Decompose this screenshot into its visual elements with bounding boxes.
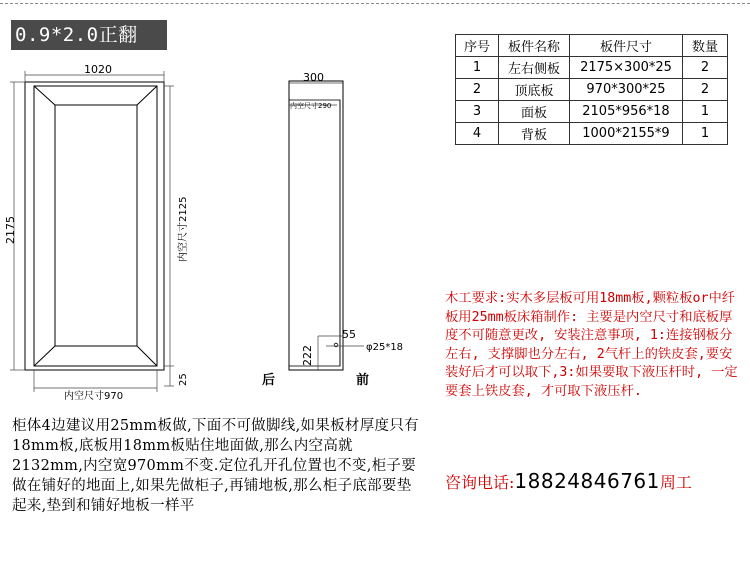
table-cell: 2 bbox=[456, 79, 499, 101]
table-cell: 970*300*25 bbox=[570, 79, 683, 101]
side-dimensions bbox=[289, 83, 364, 370]
table-header: 数量 bbox=[683, 35, 728, 57]
side-inner-frame bbox=[289, 100, 340, 366]
side-width-label: 300 bbox=[303, 71, 324, 84]
hole-offset-label: 55 bbox=[342, 328, 356, 341]
table-cell: 1 bbox=[683, 123, 728, 145]
table-cell: 3 bbox=[456, 101, 499, 123]
back-label: 后 bbox=[262, 373, 276, 388]
inner-depth-label: 内空尺寸290 bbox=[290, 102, 332, 110]
contact-name: 周工 bbox=[659, 473, 692, 492]
bevel-line bbox=[34, 346, 55, 366]
contact-line bbox=[445, 469, 745, 493]
carpenter-requirements: 木工要求:实木多层板可用18mm板,颗粒板or中纤板用25mm板床箱制作: 主要是内空尺寸和底板厚度不可随意更改, 安装注意事项, 1:连接钢板分左右, 支撑脚也分左右, 2气杆上的铁皮套,要安装好后才可以取下,3:如果要取下液压杆时, 一定要套上铁皮套, 才可取下液压杆. bbox=[445, 291, 738, 399]
table-cell: 1 bbox=[683, 101, 728, 123]
bevel-line bbox=[137, 346, 157, 366]
front-view bbox=[25, 82, 164, 370]
hole-height-label: 222 bbox=[301, 345, 314, 366]
inner-width-label: 内空尺寸970 bbox=[64, 391, 124, 402]
table-header: 板件名称 bbox=[499, 35, 570, 57]
table-header: 板件尺寸 bbox=[570, 35, 683, 57]
table-header: 序号 bbox=[456, 35, 499, 57]
front-dimensions bbox=[10, 71, 174, 392]
front-panel-outline bbox=[34, 86, 157, 366]
inner-height-label: 内空尺寸2125 bbox=[178, 196, 189, 262]
table-cell: 2105*956*18 bbox=[570, 101, 683, 123]
bevel-line bbox=[137, 86, 157, 105]
hole-spec-label: φ25*18 bbox=[366, 342, 404, 353]
front-label: 前 bbox=[356, 373, 370, 388]
front-width-label: 1020 bbox=[84, 63, 112, 76]
bottom-thickness-label: 25 bbox=[178, 373, 189, 386]
table-cell: 2175×300*25 bbox=[570, 57, 683, 79]
table-cell: 左右侧板 bbox=[499, 57, 570, 79]
side-outer-frame bbox=[289, 81, 343, 370]
page-title: 0.9*2.0正翻 bbox=[11, 20, 167, 50]
bevel-line bbox=[34, 86, 55, 105]
table-cell: 1000*2155*9 bbox=[570, 123, 683, 145]
table-cell: 2 bbox=[683, 57, 728, 79]
front-height-label: 2175 bbox=[4, 216, 17, 244]
construction-notes: 柜体4边建议用25mm板做,下面不可做脚线,如果板材厚度只有18mm板,底板用18mm板贴住地面做,那么内空高就2132mm,内空宽970mm不变.定位孔开孔位置也不变,柜子要做在铺好的地面上,如果先做柜子,再铺地板,那么柜子底部要垫起来,垫到和铺好地板一样平 bbox=[12, 418, 419, 514]
table-cell: 背板 bbox=[499, 123, 570, 145]
table-cell: 2 bbox=[683, 79, 728, 101]
contact-phone: 18824846761 bbox=[514, 469, 660, 493]
contact-label: 咨询电话: bbox=[445, 473, 515, 492]
front-outer-frame bbox=[25, 82, 164, 370]
side-view bbox=[289, 81, 343, 370]
table-cell: 面板 bbox=[499, 101, 570, 123]
table-cell: 1 bbox=[456, 57, 499, 79]
table-cell: 顶底板 bbox=[499, 79, 570, 101]
table-cell: 4 bbox=[456, 123, 499, 145]
front-panel-inset bbox=[55, 105, 137, 346]
